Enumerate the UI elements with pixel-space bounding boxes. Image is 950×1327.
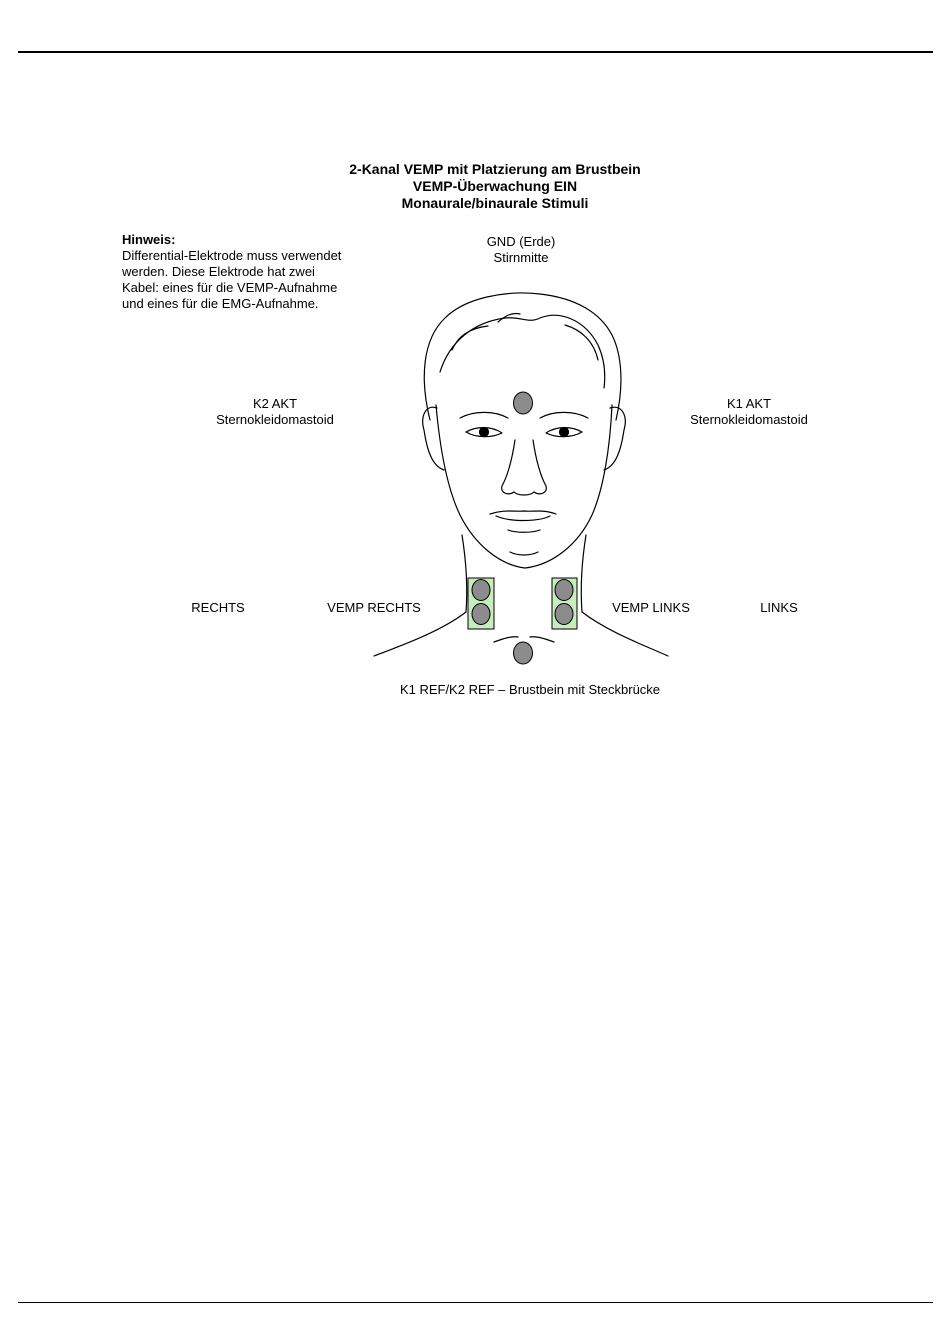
note-line: Differential-Elektrode muss verwendet bbox=[122, 248, 342, 263]
sternum-ref-electrode bbox=[514, 642, 533, 664]
k2-label-line2: Sternokleidomastoid bbox=[216, 412, 334, 427]
k2-label-line1: K2 AKT bbox=[252, 396, 298, 411]
title-line-3: Monaurale/binaurale Stimuli bbox=[401, 195, 589, 211]
head-outline bbox=[374, 293, 668, 656]
note-line: und eines für die EMG-Aufnahme. bbox=[122, 296, 319, 311]
gnd-label-line1: GND (Erde) bbox=[486, 234, 556, 249]
left-vemp-electrode-upper bbox=[555, 580, 573, 601]
title-line-2: VEMP-Überwachung EIN bbox=[412, 178, 578, 194]
note-heading: Hinweis: bbox=[122, 232, 176, 247]
k1-label-line2: Sternokleidomastoid bbox=[690, 412, 808, 427]
links-label: LINKS bbox=[760, 600, 798, 615]
title-line-1: 2-Kanal VEMP mit Platzierung am Brustbein bbox=[349, 161, 641, 177]
ref-label: K1 REF/K2 REF – Brustbein mit Steckbrücke bbox=[399, 682, 661, 697]
gnd-label-line2: Stirnmitte bbox=[493, 250, 549, 265]
left-vemp-electrode-lower bbox=[555, 604, 573, 625]
k1-label-line1: K1 AKT bbox=[726, 396, 772, 411]
right-vemp-electrode-upper bbox=[472, 580, 490, 601]
vemp-rechts-label: VEMP RECHTS bbox=[327, 600, 421, 615]
note-line: Kabel: eines für die VEMP-Aufnahme bbox=[122, 280, 338, 295]
gnd-electrode bbox=[514, 392, 533, 414]
vemp-links-label: VEMP LINKS bbox=[612, 600, 690, 615]
rechts-label: RECHTS bbox=[191, 600, 245, 615]
note-line: werden. Diese Elektrode hat zwei bbox=[122, 264, 315, 279]
right-vemp-electrode-lower bbox=[472, 604, 490, 625]
